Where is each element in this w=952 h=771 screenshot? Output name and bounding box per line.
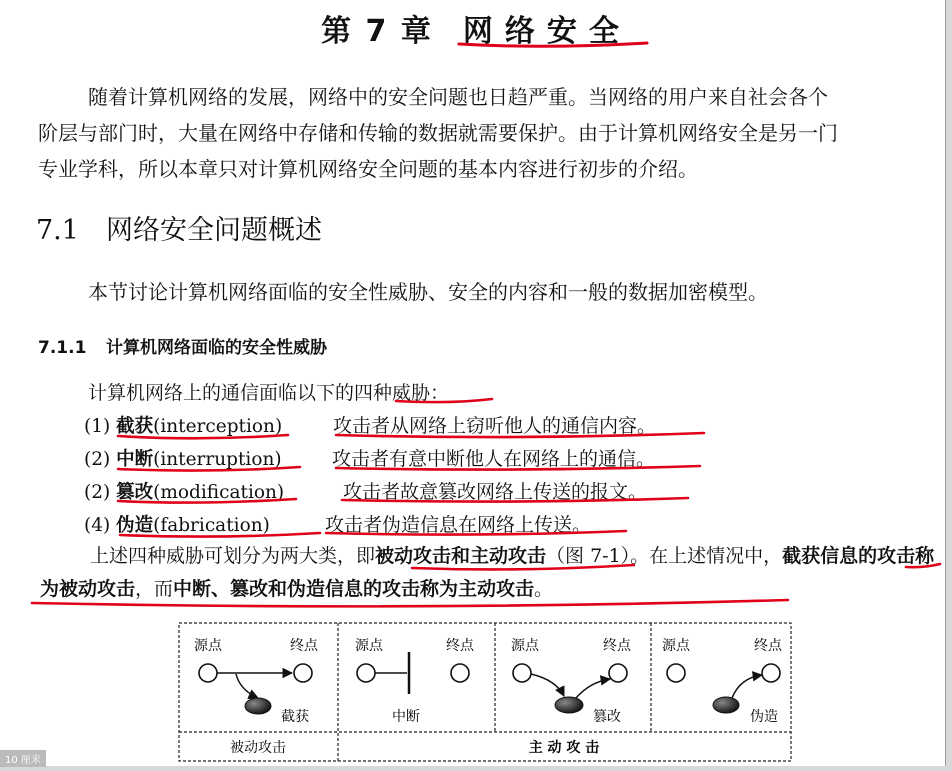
intro-line: 阶层与部门时，大量在网络中存储和传输的数据就需要保护。由于计算机网络安全是另一门 [38,121,838,145]
summary-text: （图 7-1）。在上述情况中， [546,545,783,567]
panel-label: 篡改 [593,709,621,725]
section-title: 网络安全问题概述 [106,215,322,246]
threat-number: (4) [84,515,111,536]
underline-item2-desc [336,466,700,470]
threat-english: (interruption) [153,449,282,470]
summary-text: 。 [534,578,554,600]
passive-attack-label: 被动攻击 [230,740,286,756]
source-label: 源点 [662,638,690,654]
underline-summary-2a [906,564,940,567]
attacker-node [713,697,739,713]
intro-line: 随着计算机网络的发展，网络中的安全问题也日趋严重。当网络的用户来自社会各个 [88,85,828,109]
chapter-number: 第 7 章 [321,14,433,49]
lead-emphasis: 四种威胁 [354,382,431,404]
section-number: 7.1 [36,215,79,246]
threat-name: 篡改 [116,482,154,503]
source-node [357,664,375,682]
summary-bold: 被动攻击和主动攻击 [375,545,547,567]
threat-name: 伪造 [116,515,154,536]
underline-item1-desc [336,433,704,437]
lead-prefix: 计算机网络上的通信面临以下的 [88,382,355,404]
active-attack-label: 主 动 攻 击 [528,740,600,756]
threat-description: 攻击者伪造信息在网络上传送。 [325,514,592,536]
underline-item2-label [118,467,300,471]
dest-label: 终点 [754,638,782,654]
threat-name: 截获 [116,416,154,437]
source-label: 源点 [511,638,539,654]
section-intro: 本节讨论计算机网络面临的安全性威胁、安全的内容和一般的数据加密模型。 [88,280,768,304]
panel-fabrication [662,637,783,725]
panel-label: 截获 [281,709,309,725]
attacker-node [245,698,271,714]
summary-bold: 截获信息的攻击称为被动攻击 [40,545,935,600]
source-node [667,664,685,682]
underline-item4-label [120,533,320,537]
dest-node [294,664,312,682]
underline-summary-1 [412,565,634,569]
threat-english: (modification) [153,482,285,503]
window-frame-right [945,0,952,771]
source-node [199,664,217,682]
panel-interruption [355,637,475,725]
threat-number: (2) [84,482,111,503]
source-label: 源点 [355,638,383,654]
intro-line: 专业学科，所以本章只对计算机网络安全问题的基本内容进行初步的介绍。 [38,157,698,181]
underline-item3-desc [342,498,688,502]
dest-label: 终点 [290,638,318,654]
underline-item4-desc [326,531,626,535]
underline-item3-label [118,499,296,503]
dest-label: 终点 [603,638,631,654]
attack-types-diagram [178,622,794,762]
threat-number: (1) [84,416,111,437]
dest-node [762,664,780,682]
threat-number: (2) [84,449,111,470]
chapter-title: 网络安全 [462,14,631,49]
attacker-node [555,697,583,713]
lead-suffix: ： [430,382,450,404]
threat-english: (interception) [153,416,283,437]
threat-description: 攻击者有意中断他人在网络上的通信。 [332,448,656,470]
panel-interception [194,637,319,725]
dest-node [609,664,627,682]
subsection-number: 7.1.1 [38,338,87,358]
underline-item1-label [118,435,288,438]
underline-four-threats [396,399,492,402]
dest-node [451,664,469,682]
summary-text: 上述四种威胁可划分为两大类，即 [90,545,376,567]
panel-modification [511,637,632,725]
subsection-title: 计算机网络面临的安全性威胁 [106,338,327,358]
threat-description: 攻击者故意篡改网络上传送的报文。 [343,481,648,503]
summary-text: ，而 [135,578,174,600]
panel-label: 伪造 [750,709,778,725]
summary-bold: 中断、篡改和伪造信息的攻击称为主动攻击 [173,578,535,600]
source-label: 源点 [194,638,222,654]
scale-badge: 10 厘米 [0,750,46,767]
panel-label: 中断 [392,709,420,725]
underline-summary-2b [32,600,788,606]
window-frame-bottom [0,766,952,771]
source-node [513,664,531,682]
threat-name: 中断 [116,449,154,470]
threat-description: 攻击者从网络上窃听他人的通信内容。 [333,415,657,437]
dest-label: 终点 [446,638,474,654]
threat-english: (fabrication) [153,515,270,536]
